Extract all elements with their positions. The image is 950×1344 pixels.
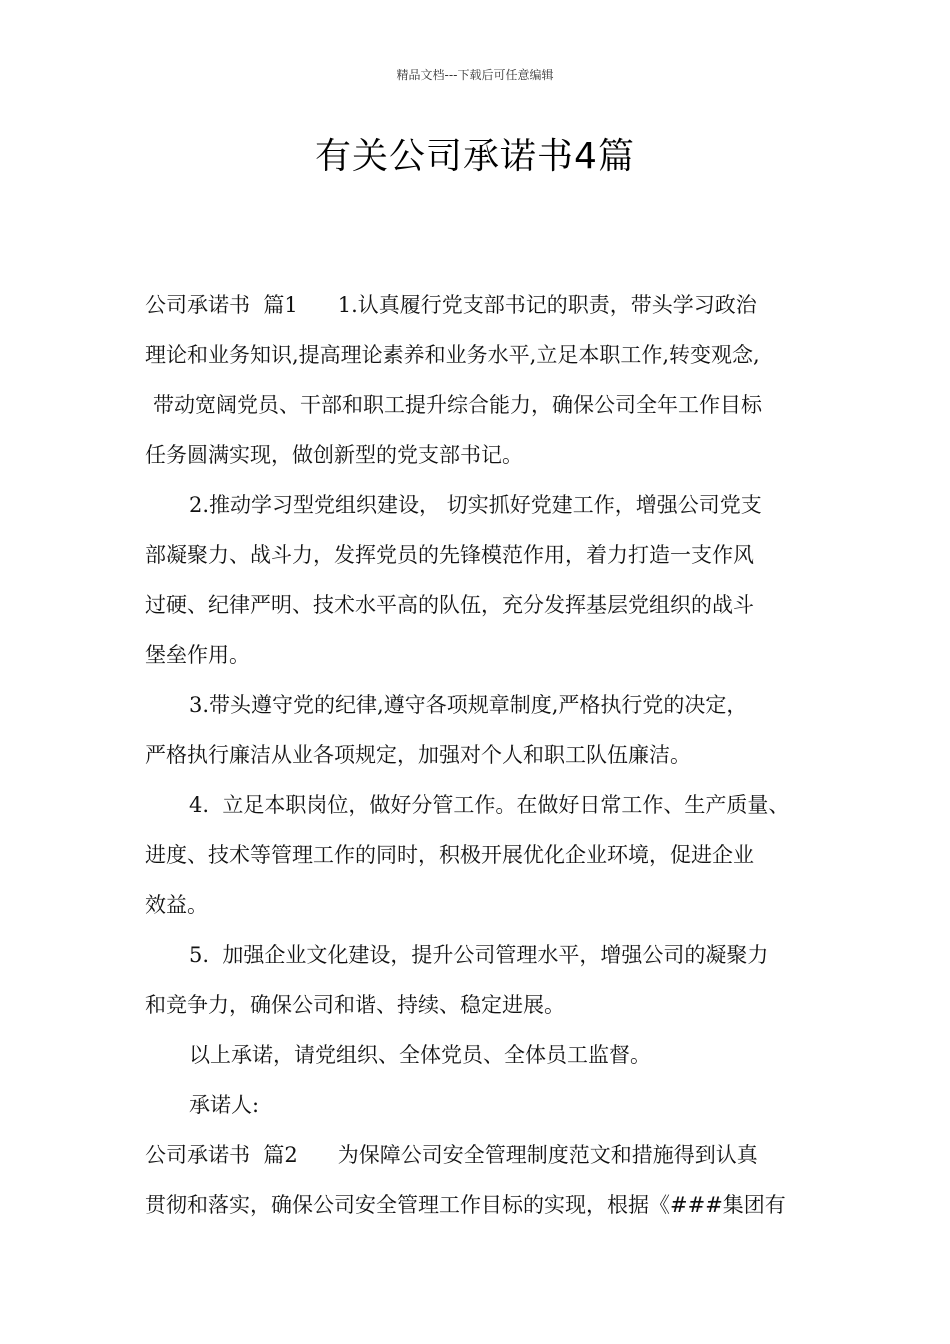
text-line: 过硬、纪律严明、技术水平高的队伍，充分发挥基层党组织的战斗 <box>145 593 754 617</box>
text-line: 带动宽阔党员、干部和职工提升综合能力，确保公司全年工作目标 <box>153 393 762 417</box>
text-line: 效益。 <box>145 893 208 917</box>
text-line: 进度、技术等管理工作的同时，积极开展优化企业环境，促进企业 <box>145 843 754 867</box>
text-line: 任务圆满实现，做创新型的党支部书记。 <box>145 443 523 467</box>
text-line: 公司承诺书 篇1 1.认真履行党支部书记的职责，带头学习政治 <box>145 293 757 317</box>
text-line: 5. 加强企业文化建设，提升公司管理水平，增强公司的凝聚力 <box>189 943 769 967</box>
text-line: 公司承诺书 篇2 为保障公司安全管理制度范文和措施得到认真 <box>145 1143 758 1167</box>
text-line: 和竞争力，确保公司和谐、持续、稳定进展。 <box>145 993 565 1017</box>
text-line: 部凝聚力、战斗力，发挥党员的先锋模范作用，着力打造一支作风 <box>145 543 754 567</box>
text-line: 堡垒作用。 <box>145 643 250 667</box>
text-line: 贯彻和落实，确保公司安全管理工作目标的实现，根据《###集团有 <box>145 1193 786 1217</box>
header-note: 精品文档---下载后可任意编辑 <box>396 68 554 82</box>
text-line: 承诺人: <box>189 1093 260 1117</box>
text-line: 3.带头遵守党的纪律,遵守各项规章制度,严格执行党的决定， <box>189 693 748 717</box>
text-line: 2.推动学习型党组织建设， 切实抓好党建工作，增强公司党支 <box>189 493 762 517</box>
document-body <box>145 280 815 1230</box>
text-line: 以上承诺，请党组织、全体党员、全体员工监督。 <box>189 1043 651 1067</box>
text-line: 理论和业务知识,提高理论素养和业务水平,立足本职工作,转变观念, <box>145 343 760 367</box>
text-line: 4. 立足本职岗位，做好分管工作。在做好日常工作、生产质量、 <box>189 793 790 817</box>
document-title: 有关公司承诺书4篇 <box>315 136 635 177</box>
text-line: 严格执行廉洁从业各项规定，加强对个人和职工队伍廉洁。 <box>145 743 691 767</box>
